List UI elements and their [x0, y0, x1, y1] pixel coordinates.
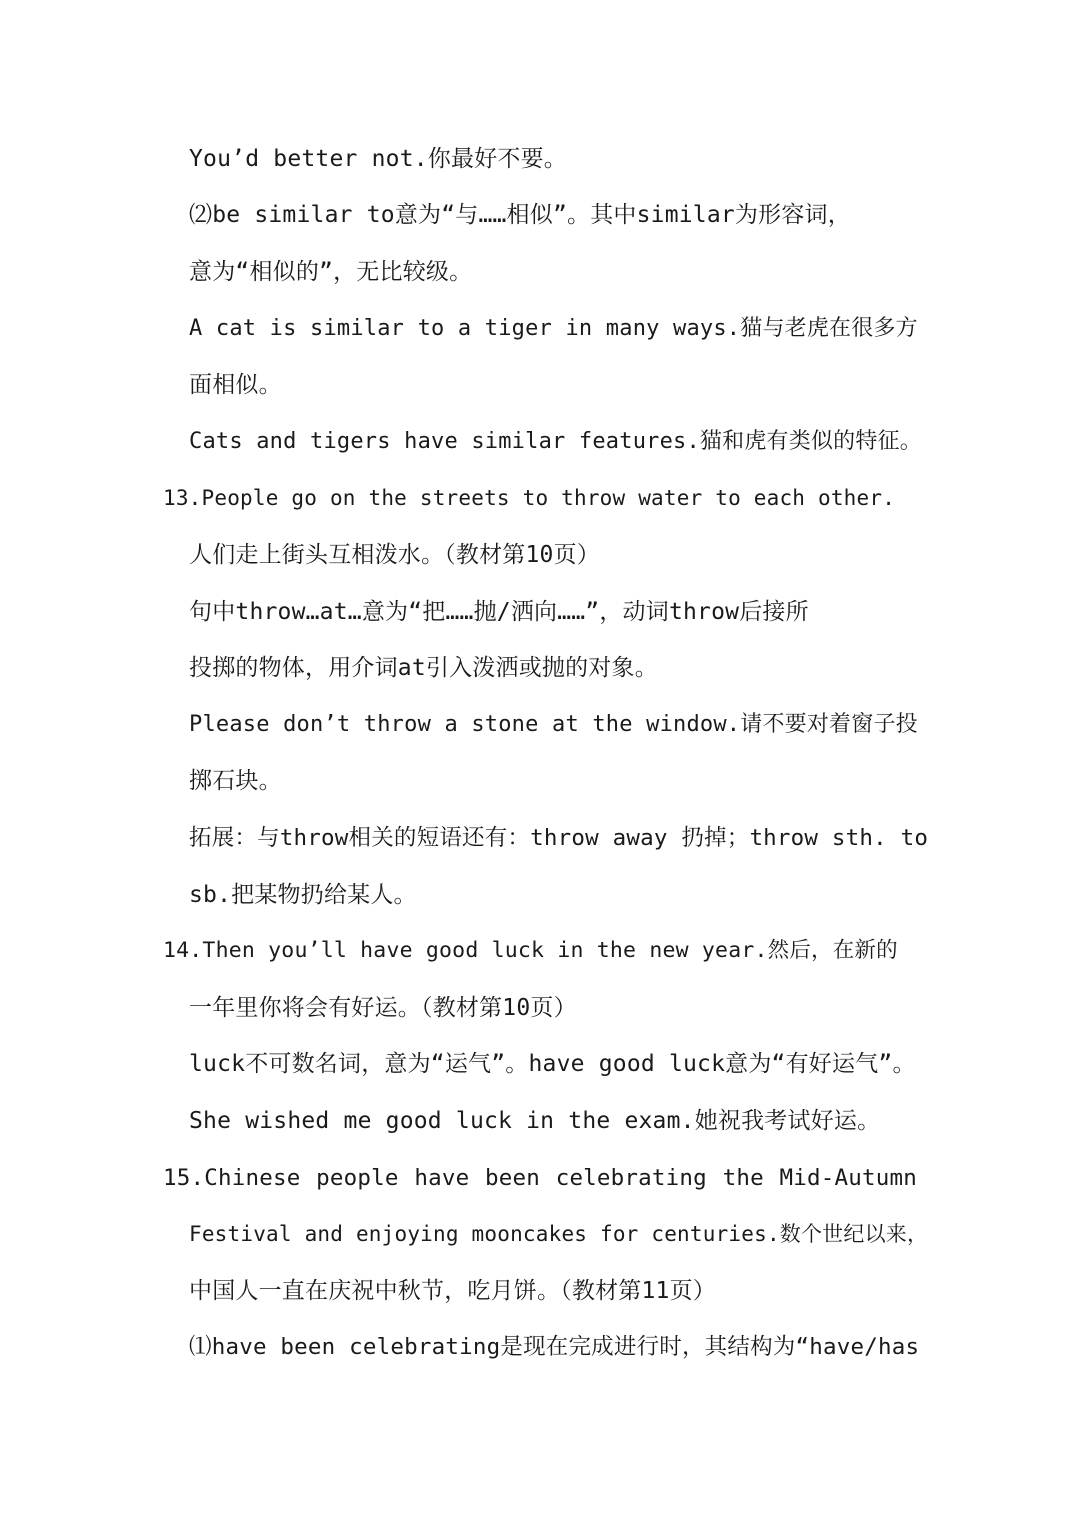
example-sentence: Please don’t throw a stone at the window.请不要对着窗子投	[189, 712, 918, 737]
item-heading-14: 14.Then you’ll have good luck in the new year.然后，在新的	[163, 938, 898, 963]
explanation-line: ⑴have been celebrating是现在完成进行时，其结构为“have/has	[189, 1334, 920, 1360]
item-heading-15: 15.Chinese people have been celebrating the Mid-Autumn	[163, 1165, 917, 1191]
explanation-line: 投掷的物体，用介词at引入泼洒或抛的对象。	[189, 655, 658, 681]
example-sentence: A cat is similar to a tiger in many ways.猫与老虎在很多方	[189, 316, 918, 341]
translation-line: 中国人一直在庆祝中秋节，吃月饼。（教材第11页）	[189, 1278, 716, 1304]
example-sentence: 面相似。	[189, 372, 282, 398]
item-heading-13: 13.People go on the streets to throw water to each other.	[163, 486, 896, 510]
example-sentence: 掷石块。	[189, 768, 282, 794]
example-sentence: She wished me good luck in the exam.她祝我考试好运。	[189, 1108, 881, 1134]
translation-line: 人们走上街头互相泼水。（教材第10页）	[189, 542, 600, 568]
explanation-line: luck不可数名词，意为“运气”。have good luck意为“有好运气”。	[189, 1051, 916, 1077]
extension-note: 拓展：与throw相关的短语还有：throw away 扔掉；throw sth. to	[189, 825, 929, 851]
translation-line: Festival and enjoying mooncakes for centuries.数个世纪以来，	[189, 1222, 929, 1246]
explanation-line: 句中throw…at…意为“把……抛/洒向……”，动词throw后接所	[189, 599, 809, 625]
explanation-line: 意为“相似的”，无比较级。	[189, 259, 473, 285]
example-sentence: Cats and tigers have similar features.猫和虎有类似的特征。	[189, 429, 922, 454]
example-sentence: You’d better not.你最好不要。	[189, 146, 568, 172]
translation-line: 一年里你将会有好运。（教材第10页）	[189, 995, 577, 1021]
explanation-line: ⑵be similar to意为“与……相似”。其中similar为形容词，	[189, 202, 851, 228]
extension-note: sb.把某物扔给某人。	[189, 882, 417, 908]
